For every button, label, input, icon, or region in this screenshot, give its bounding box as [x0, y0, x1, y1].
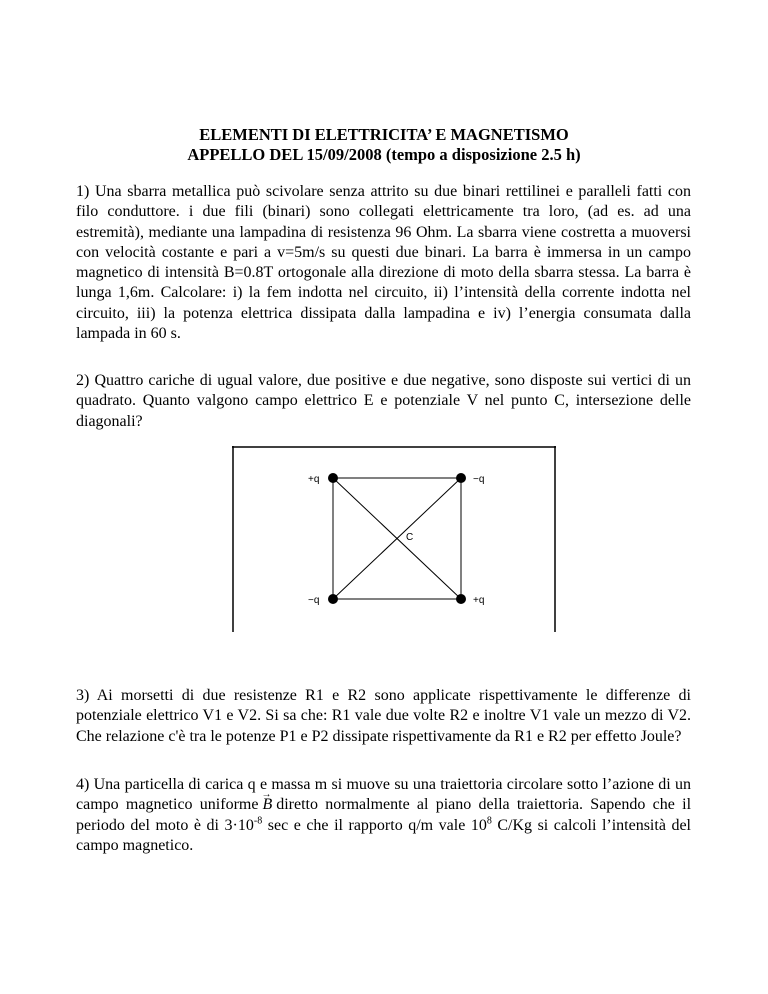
vector-b-symbol: → B [262, 795, 272, 815]
label-top-right: −q [473, 474, 485, 485]
label-top-left: +q [308, 474, 320, 485]
problem-4-text-a: 4) Una particella di carica q e massa m si muove su una traiettoria circolare sotto l’azione di un campo magnetico uniforme [76, 776, 691, 814]
figure-svg [232, 446, 556, 632]
problem-4 [76, 775, 691, 856]
problem-4-text-d: C/Kg si calcoli l’intensità del campo magnetico. [76, 816, 692, 854]
charge-bottom-right [456, 594, 466, 604]
problem-1: 1) Una sbarra metallica può scivolare senza attrito su due binari rettilinei e paralleli fatti con filo conduttore. i due fili (binari) sono collegati elettricamente tra loro, (ad es. ad una estremità), mediante una lampadina di resistenza 96 Ohm. La sbarra viene costretta a muoversi con velocità costante e pari a v=5m/s su questi due binari. La barra è immersa in un campo magnetico di intensità B=0.8T ortogonale alla direzione di moto della sbarra stessa. La barra è lunga 1,6m. Calcolare: i) la fem indotta nel circuito, ii) l’intensità della corrente indotta nel circuito, iii) la potenza elettrica dissipata dalla lampadina e iv) l’energia consumata dalla lampada in 60 s. [76, 183, 691, 343]
problem-3: 3) Ai morsetti di due resistenze R1 e R2 sono applicate rispettivamente le differenze di potenziale elettrico V1 e V2. Si sa che: R1 vale due volte R2 e inoltre V1 vale un mezzo di V2. Che relazione c'è tra le potenze P1 e P2 dissipate rispettivamente da R1 e R2 per effetto Joule? [76, 687, 691, 745]
problem-2: 2) Quattro cariche di ugual valore, due positive e due negative, sono disposte sui vertici di un quadrato. Quanto valgono campo elettrico E e potenziale V nel punto C, intersezione delle diagonali? [76, 372, 691, 430]
exponent-period: -8 [253, 815, 263, 827]
exponent-ratio: 8 [486, 815, 492, 827]
charge-top-left [328, 473, 338, 483]
problem-4-text-b: diretto normalmente al piano della traiettoria. Sapendo che il periodo del moto è di 3·10 [76, 796, 692, 834]
document-title: ELEMENTI DI ELETTRICITA’ E MAGNETISMO [199, 125, 569, 144]
charge-bottom-left [328, 594, 338, 604]
label-center-c: C [406, 532, 414, 543]
charge-top-right [456, 473, 466, 483]
label-bottom-left: −q [308, 595, 320, 606]
problem-4-text-c: sec e che il rapporto q/m vale 10 [262, 816, 487, 834]
document-subtitle: APPELLO DEL 15/09/2008 (tempo a disposizione 2.5 h) [187, 145, 581, 164]
label-bottom-right: +q [473, 595, 485, 606]
charges-square-figure [232, 446, 556, 632]
